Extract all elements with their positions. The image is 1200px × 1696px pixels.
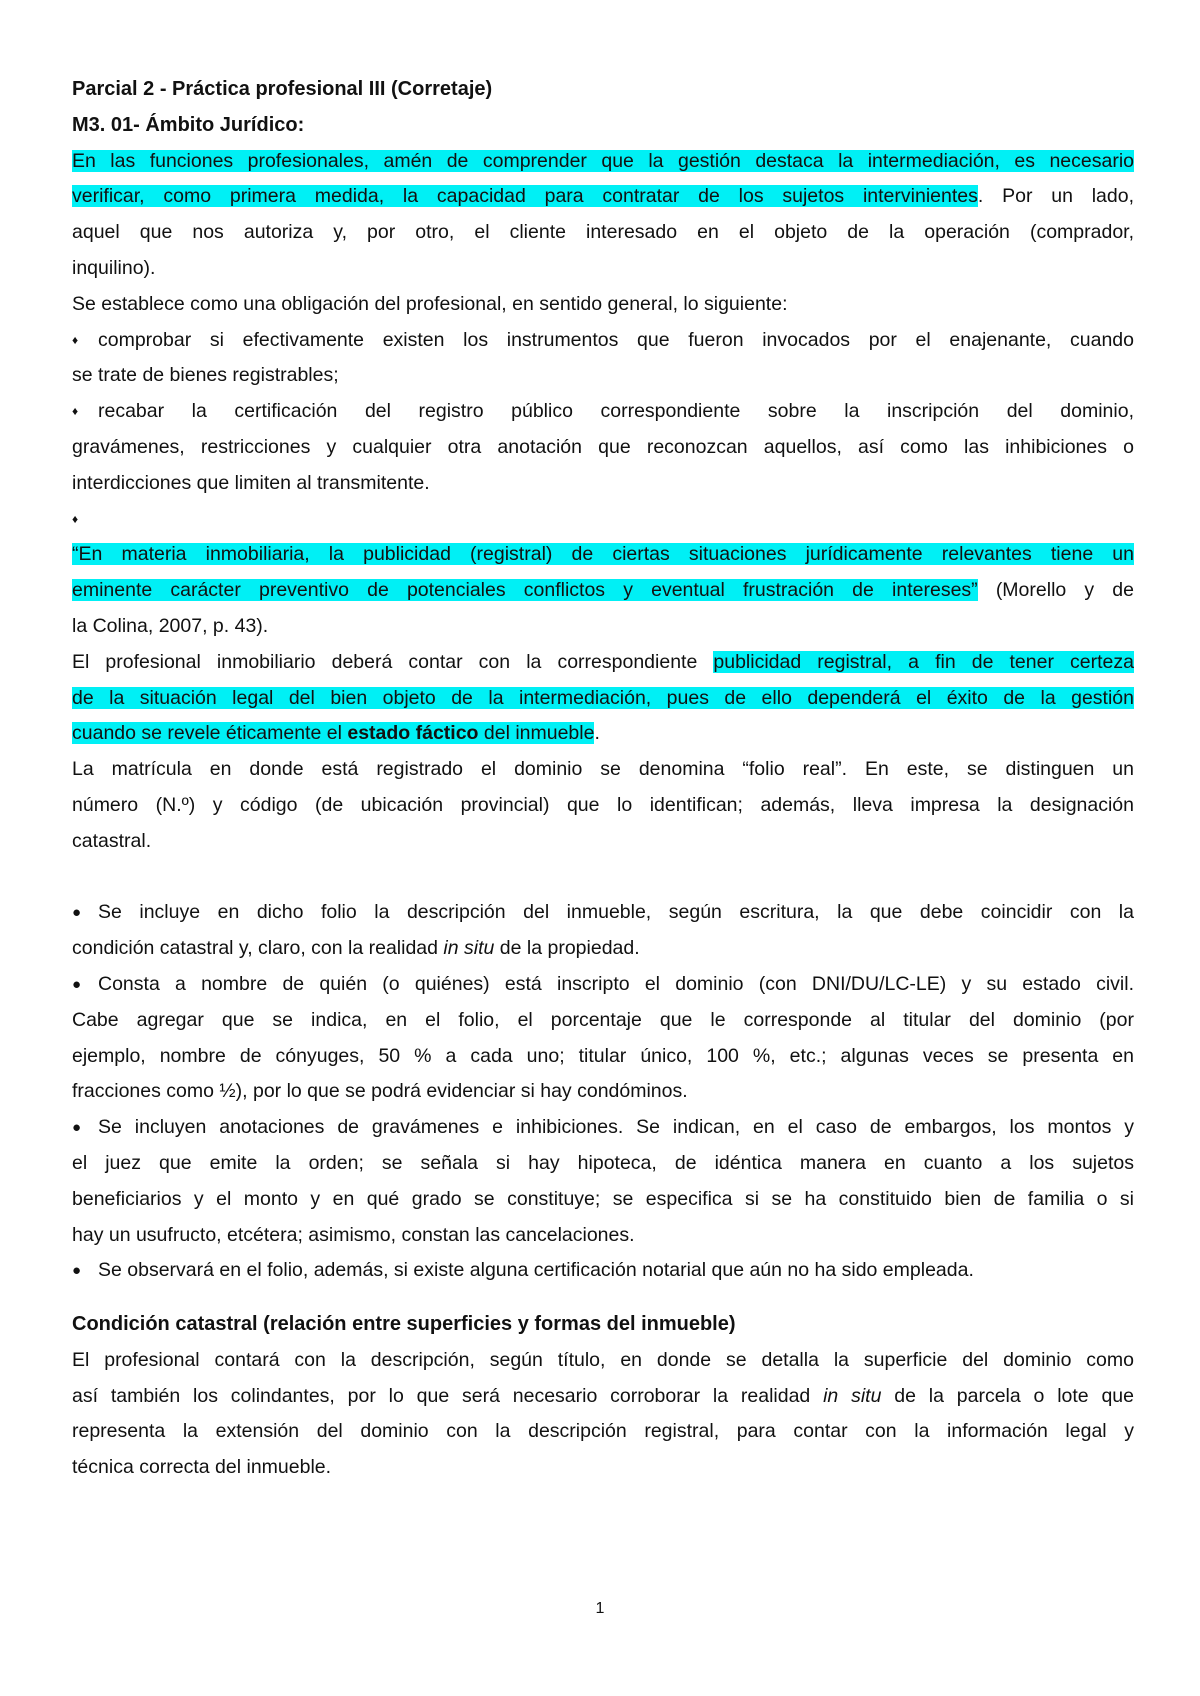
list-item-text: Se observará en el folio, además, si existe alguna certificación notarial que aún no ha sido empleada. [98, 1259, 974, 1282]
dot-bullet-icon: ● [72, 975, 82, 993]
dot-bullet-icon: ● [72, 904, 82, 922]
list-item-text: interdicciones que limiten al transmitente. [72, 471, 430, 494]
paragraph-text: El profesional inmobiliario deberá contar con la correspondiente [72, 650, 714, 673]
highlighted-text: cuando se revele éticamente el [72, 722, 348, 745]
citation-text: (Morello y de [977, 579, 1135, 602]
highlighted-text: publicidad registral, a fin de tener certeza [713, 650, 1134, 673]
list-item-text: Se incluyen anotaciones de gravámenes e inhibiciones. Se indican, en el caso de embargos, los montos y [98, 1116, 1134, 1139]
paragraph-text: La matrícula en donde está registrado el dominio se denomina “folio real”. En este, se distinguen un [72, 758, 1134, 781]
paragraph-publicidad [72, 645, 1134, 752]
paragraph-capacidad [72, 144, 1134, 287]
section-title: M3. 01- Ámbito Jurídico: [72, 113, 305, 136]
list-item-text: recabar la certificación del registro público correspondiente sobre la inscripción del dominio, [98, 400, 1134, 423]
list-item-text: el juez que emite la orden; se señala si hay hipoteca, de idéntica manera en cuanto a los sujetos [72, 1151, 1134, 1174]
list-item-text: comprobar si efectivamente existen los instrumentos que fueron invocados por el enajenante, cuando [98, 328, 1134, 351]
diamond-list [72, 323, 1134, 538]
list-item-text: gravámenes, restricciones y cualquier otra anotación que reconozcan aquellos, así como las inhibiciones o [72, 435, 1134, 458]
list-item-text: ejemplo, nombre de cónyuges, 50 % a cada uno; titular único, 100 %, etc.; algunas veces se presenta en [72, 1044, 1134, 1067]
highlighted-text: eminente carácter preventivo de potenciales conflictos y eventual frustración de intereses” [72, 579, 978, 602]
section-heading: Condición catastral (relación entre superficies y formas del inmueble) [72, 1313, 736, 1336]
highlighted-text: “En materia inmobiliaria, la publicidad (registral) de ciertas situaciones jurídicamente relevantes tiene un [72, 543, 1134, 566]
paragraph-text: de la parcela o lote que [881, 1384, 1134, 1407]
diamond-bullet-icon: ♦ [72, 511, 79, 526]
paragraph-text: . [594, 722, 600, 745]
paragraph-text: inquilino). [72, 256, 156, 279]
paragraph-text: aquel que nos autoriza y, por otro, el cliente interesado en el objeto de la operación (comprador, [72, 221, 1134, 244]
list-item-text: se trate de bienes registrables; [72, 364, 339, 387]
highlighted-text: de la situación legal del bien objeto de la intermediación, pues de ello dependerá el éxito de la gestión [72, 686, 1134, 709]
paragraph-text: número (N.º) y código (de ubicación provincial) que lo identifican; además, lleva impresa la designación [72, 793, 1134, 816]
paragraph-text: . Por un lado, [977, 185, 1134, 208]
paragraph-text: catastral. [72, 829, 152, 852]
dot-bullet-icon: ● [72, 1119, 82, 1137]
diamond-bullet-icon: ♦ [72, 404, 79, 419]
list-item-text: de la propiedad. [494, 937, 640, 960]
list-item-text: Consta a nombre de quién (o quiénes) está inscripto el dominio (con DNI/DU/LC-LE) y su estado civil. [98, 972, 1134, 995]
paragraph-text: técnica correcta del inmueble. [72, 1456, 332, 1479]
doc-title: Parcial 2 - Práctica profesional III (Corretaje) [72, 78, 493, 100]
list-item-text: Se incluye en dicho folio la descripción del inmueble, según escritura, la que debe coincidir con la [98, 901, 1134, 924]
paragraph-text: así también los colindantes, por lo que será necesario corroborar la realidad [72, 1384, 824, 1407]
list-item-text: hay un usufructo, etcétera; asimismo, constan las cancelaciones. [72, 1223, 635, 1246]
highlighted-text: verificar, como primera medida, la capacidad para contratar de los sujetos intervinientes [72, 185, 978, 208]
dot-bullet-icon: ● [72, 1262, 82, 1280]
paragraph-condicion-catastral [72, 1343, 1134, 1486]
paragraph-text: representa la extensión del dominio con la descripción registral, para contar con la información legal y [72, 1420, 1134, 1443]
italic-text: in situ [823, 1384, 882, 1407]
highlighted-text: del inmueble [478, 722, 595, 745]
highlighted-text: En las funciones profesionales, amén de comprender que la gestión destaca la intermediación, es necesario [72, 149, 1134, 172]
italic-text: in situ [443, 937, 495, 960]
paragraph-text: El profesional contará con la descripción, según título, en donde se detalla la superficie del dominio como [72, 1348, 1134, 1371]
list-item-text: fracciones como ½), por lo que se podrá evidenciar si hay condóminos. [72, 1080, 688, 1103]
dot-list [72, 895, 1134, 1289]
paragraph-folio-real [72, 752, 1134, 859]
diamond-bullet-icon: ♦ [72, 332, 79, 347]
bold-text: estado fáctico [347, 722, 479, 745]
citation-text: la Colina, 2007, p. 43). [72, 614, 269, 637]
quote-paragraph [72, 537, 1134, 644]
paragraph-obligacion: Se establece como una obligación del profesional, en sentido general, lo siguiente: [72, 292, 788, 315]
list-item-text: condición catastral y, claro, con la realidad [72, 937, 444, 960]
list-item-text: Cabe agregar que se indica, en el folio, el porcentaje que le corresponde al titular del dominio (por [72, 1008, 1134, 1031]
page-number: 1 [595, 1600, 605, 1617]
list-item-text: beneficiarios y el monto y en qué grado se constituye; se especifica si se ha constituido bien de familia o si [72, 1187, 1134, 1210]
